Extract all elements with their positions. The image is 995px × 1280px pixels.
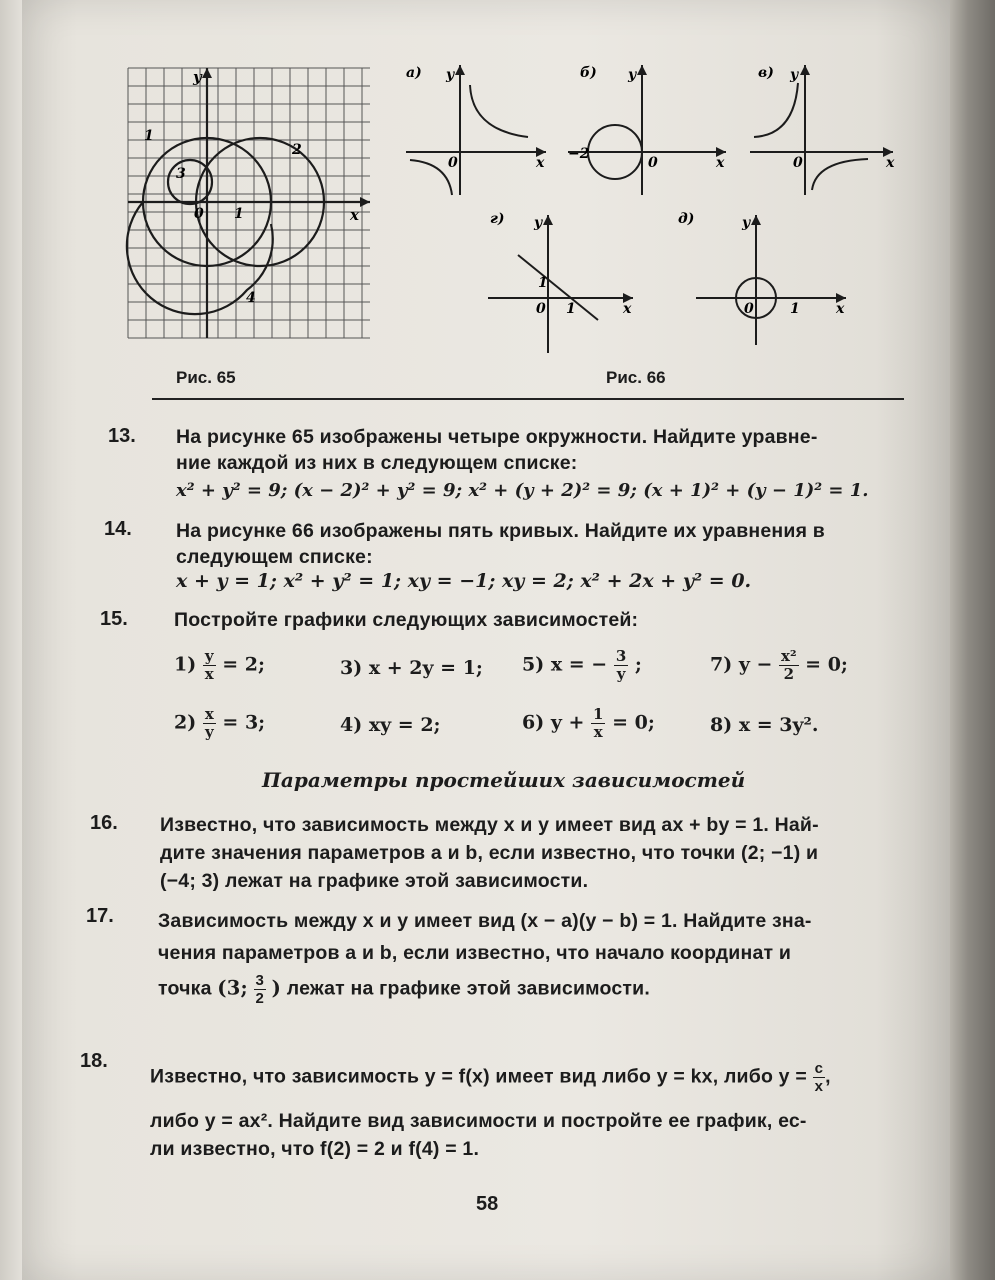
item-2-suffix: = 3; <box>222 711 266 734</box>
item-1-suffix: = 2; <box>222 653 265 676</box>
fig65-circle-3 <box>168 160 212 204</box>
problem-15-text: Постройте графики следующих зависимостей: <box>174 609 639 631</box>
problem-16-line-2: дите значения параметров a и b, если известно, что точки (2; −1) и <box>160 842 819 864</box>
problem-16-line-3: (−4; 3) лежат на графике этой зависимости. <box>160 870 589 892</box>
fig66a-curve-upper <box>470 85 528 137</box>
problem-14-formula: x + y = 1; x² + y² = 1; xy = −1; xy = 2; x² + 2x + y² = 0. <box>176 570 752 592</box>
fig66e-origin: 0 <box>744 301 754 317</box>
problem-16-line-1: Известно, что зависимость между x и y имеет вид ax + by = 1. Най- <box>160 814 819 836</box>
fig66e-x: x <box>836 301 845 317</box>
item-2-num: x <box>204 705 214 723</box>
fig66b-tick: −2 <box>568 146 590 162</box>
figure-66 <box>398 55 908 355</box>
fig66c-curve-upper <box>754 83 798 137</box>
problem-14-number: 14. <box>104 518 132 540</box>
fig66b-origin: 0 <box>648 155 658 171</box>
problem-15-item-7 <box>710 648 848 683</box>
p18-frac-den: x <box>814 1078 824 1095</box>
fig66c-label: в) <box>758 65 774 81</box>
problem-15-item-1 <box>174 648 265 683</box>
fig65-origin-label: 0 <box>194 206 204 222</box>
problem-17-point-fraction <box>254 972 267 1007</box>
point-den: 2 <box>255 990 265 1007</box>
figure-65 <box>120 60 380 350</box>
fig66a-y: y <box>446 67 455 83</box>
fig65-circle-label-2: 2 <box>292 142 302 158</box>
item-2-prefix: 2) <box>174 711 197 734</box>
problem-15-item-6 <box>522 706 655 741</box>
problem-18-number: 18. <box>80 1050 108 1072</box>
problem-15-item-5 <box>522 648 642 683</box>
item-7-suffix: = 0; <box>805 653 848 676</box>
page-number: 58 <box>476 1193 499 1215</box>
problem-17-number: 17. <box>86 905 114 927</box>
problem-17-point-prefix: точка <box>158 977 212 1000</box>
fig66b-label: б) <box>580 65 597 81</box>
problem-13-formula: x² + y² = 9; (x − 2)² + y² = 9; x² + (y + 2)² = 9; (x + 1)² + (y − 1)² = 1. <box>176 480 869 501</box>
problem-18-line-1 <box>150 1060 831 1095</box>
problem-17-point-close: ) <box>271 976 282 1000</box>
fig65-x-label: x <box>350 206 359 224</box>
fig66-caption: Рис. 66 <box>606 368 666 387</box>
item-6-prefix: 6) y + <box>522 711 585 734</box>
problem-18-line-1-comma: , <box>825 1065 831 1088</box>
fig66e-tick: 1 <box>790 301 800 317</box>
fig66d-tick-x: 1 <box>566 301 576 317</box>
fig66d-label: г) <box>490 211 505 227</box>
fig66c-y: y <box>790 67 799 83</box>
fig65-y-label: y <box>193 68 202 86</box>
p18-frac-num: c <box>814 1060 824 1077</box>
item-2-den: y <box>204 723 214 741</box>
problem-13-line-1: На рисунке 65 изображены четыре окружности. Найдите уравне- <box>176 426 818 448</box>
fig66b-y: y <box>628 67 637 83</box>
item-1-fraction <box>203 648 216 683</box>
fig65-circle-label-4: 4 <box>246 290 256 306</box>
item-7-fraction <box>779 648 799 683</box>
fig66a-x: x <box>536 155 545 171</box>
item-5-suffix: ; <box>634 653 642 676</box>
fig66d-tick-y: 1 <box>538 275 548 291</box>
item-7-num: x² <box>781 647 797 665</box>
problem-16-number: 16. <box>90 812 118 834</box>
item-2-fraction <box>203 706 216 741</box>
problem-14-line-2: следующем списке: <box>176 546 373 568</box>
fig66d-line <box>518 255 598 320</box>
problem-13-line-2: ние каждой из них в следующем списке: <box>176 452 578 474</box>
fig66a-origin: 0 <box>448 155 458 171</box>
fig66d-x: x <box>623 301 632 317</box>
fig66c-curve-lower <box>812 159 868 190</box>
item-5-num: 3 <box>615 647 627 665</box>
point-num: 3 <box>255 972 265 989</box>
item-5-prefix: 5) x = − <box>522 653 608 676</box>
problem-15-item-8: 8) x = 3y². <box>710 714 819 736</box>
problem-18-line-1-text: Известно, что зависимость y = f(x) имеет вид либо y = kx, либо y = <box>150 1065 807 1088</box>
fig66e-y: y <box>742 215 751 231</box>
item-7-prefix: 7) y − <box>710 653 773 676</box>
problem-17-line-1: Зависимость между x и y имеет вид (x − a)(y − b) = 1. Найдите зна- <box>158 910 812 932</box>
item-6-fraction <box>591 706 605 741</box>
fig66d-y: y <box>534 215 543 231</box>
fig66c-origin: 0 <box>793 155 803 171</box>
fig65-circle-label-1: 1 <box>144 128 154 144</box>
problem-17-line-3 <box>158 972 650 1007</box>
problem-18-fraction <box>813 1060 826 1095</box>
fig66a-label: а) <box>406 65 422 81</box>
item-1-num: y <box>204 647 214 665</box>
fig65-circle-label-3: 3 <box>176 166 186 182</box>
problem-13-number: 13. <box>108 425 136 447</box>
problem-18-line-3: ли известно, что f(2) = 2 и f(4) = 1. <box>150 1138 480 1160</box>
item-1-prefix: 1) <box>174 653 197 676</box>
problem-17-point-suffix: лежат на графике этой зависимости. <box>286 977 650 1000</box>
fig66a-curve-lower <box>410 160 452 195</box>
fig66b-x: x <box>716 155 725 171</box>
problem-15-item-4: 4) xy = 2; <box>340 714 441 736</box>
fig66c-x: x <box>886 155 895 171</box>
fig66e-label: д) <box>678 211 695 227</box>
item-5-fraction <box>614 648 628 683</box>
section-title: Параметры простейших зависимостей <box>262 768 746 792</box>
book-spine <box>950 0 995 1280</box>
item-6-suffix: = 0; <box>612 711 655 734</box>
problem-17-point-open: (3; <box>217 976 248 1000</box>
item-6-num: 1 <box>593 705 604 723</box>
item-1-den: x <box>204 665 214 683</box>
problem-18-line-2: либо y = ax². Найдите вид зависимости и постройте ее график, ес- <box>150 1110 807 1132</box>
item-5-den: y <box>616 665 626 683</box>
problem-15-number: 15. <box>100 608 128 630</box>
fig65-caption: Рис. 65 <box>176 368 236 387</box>
section-divider <box>152 398 904 400</box>
fig66d-origin: 0 <box>536 301 546 317</box>
item-6-den: x <box>593 723 603 741</box>
problem-15-item-2 <box>174 706 265 741</box>
fig65-one-label: 1 <box>234 206 244 222</box>
item-7-den: 2 <box>783 665 794 683</box>
problem-15-item-3: 3) x + 2y = 1; <box>340 657 483 679</box>
page-left-edge <box>0 0 22 1280</box>
problem-14-line-1: На рисунке 66 изображены пять кривых. Найдите их уравнения в <box>176 520 825 542</box>
problem-17-line-2: чения параметров a и b, если известно, что начало координат и <box>158 942 792 964</box>
